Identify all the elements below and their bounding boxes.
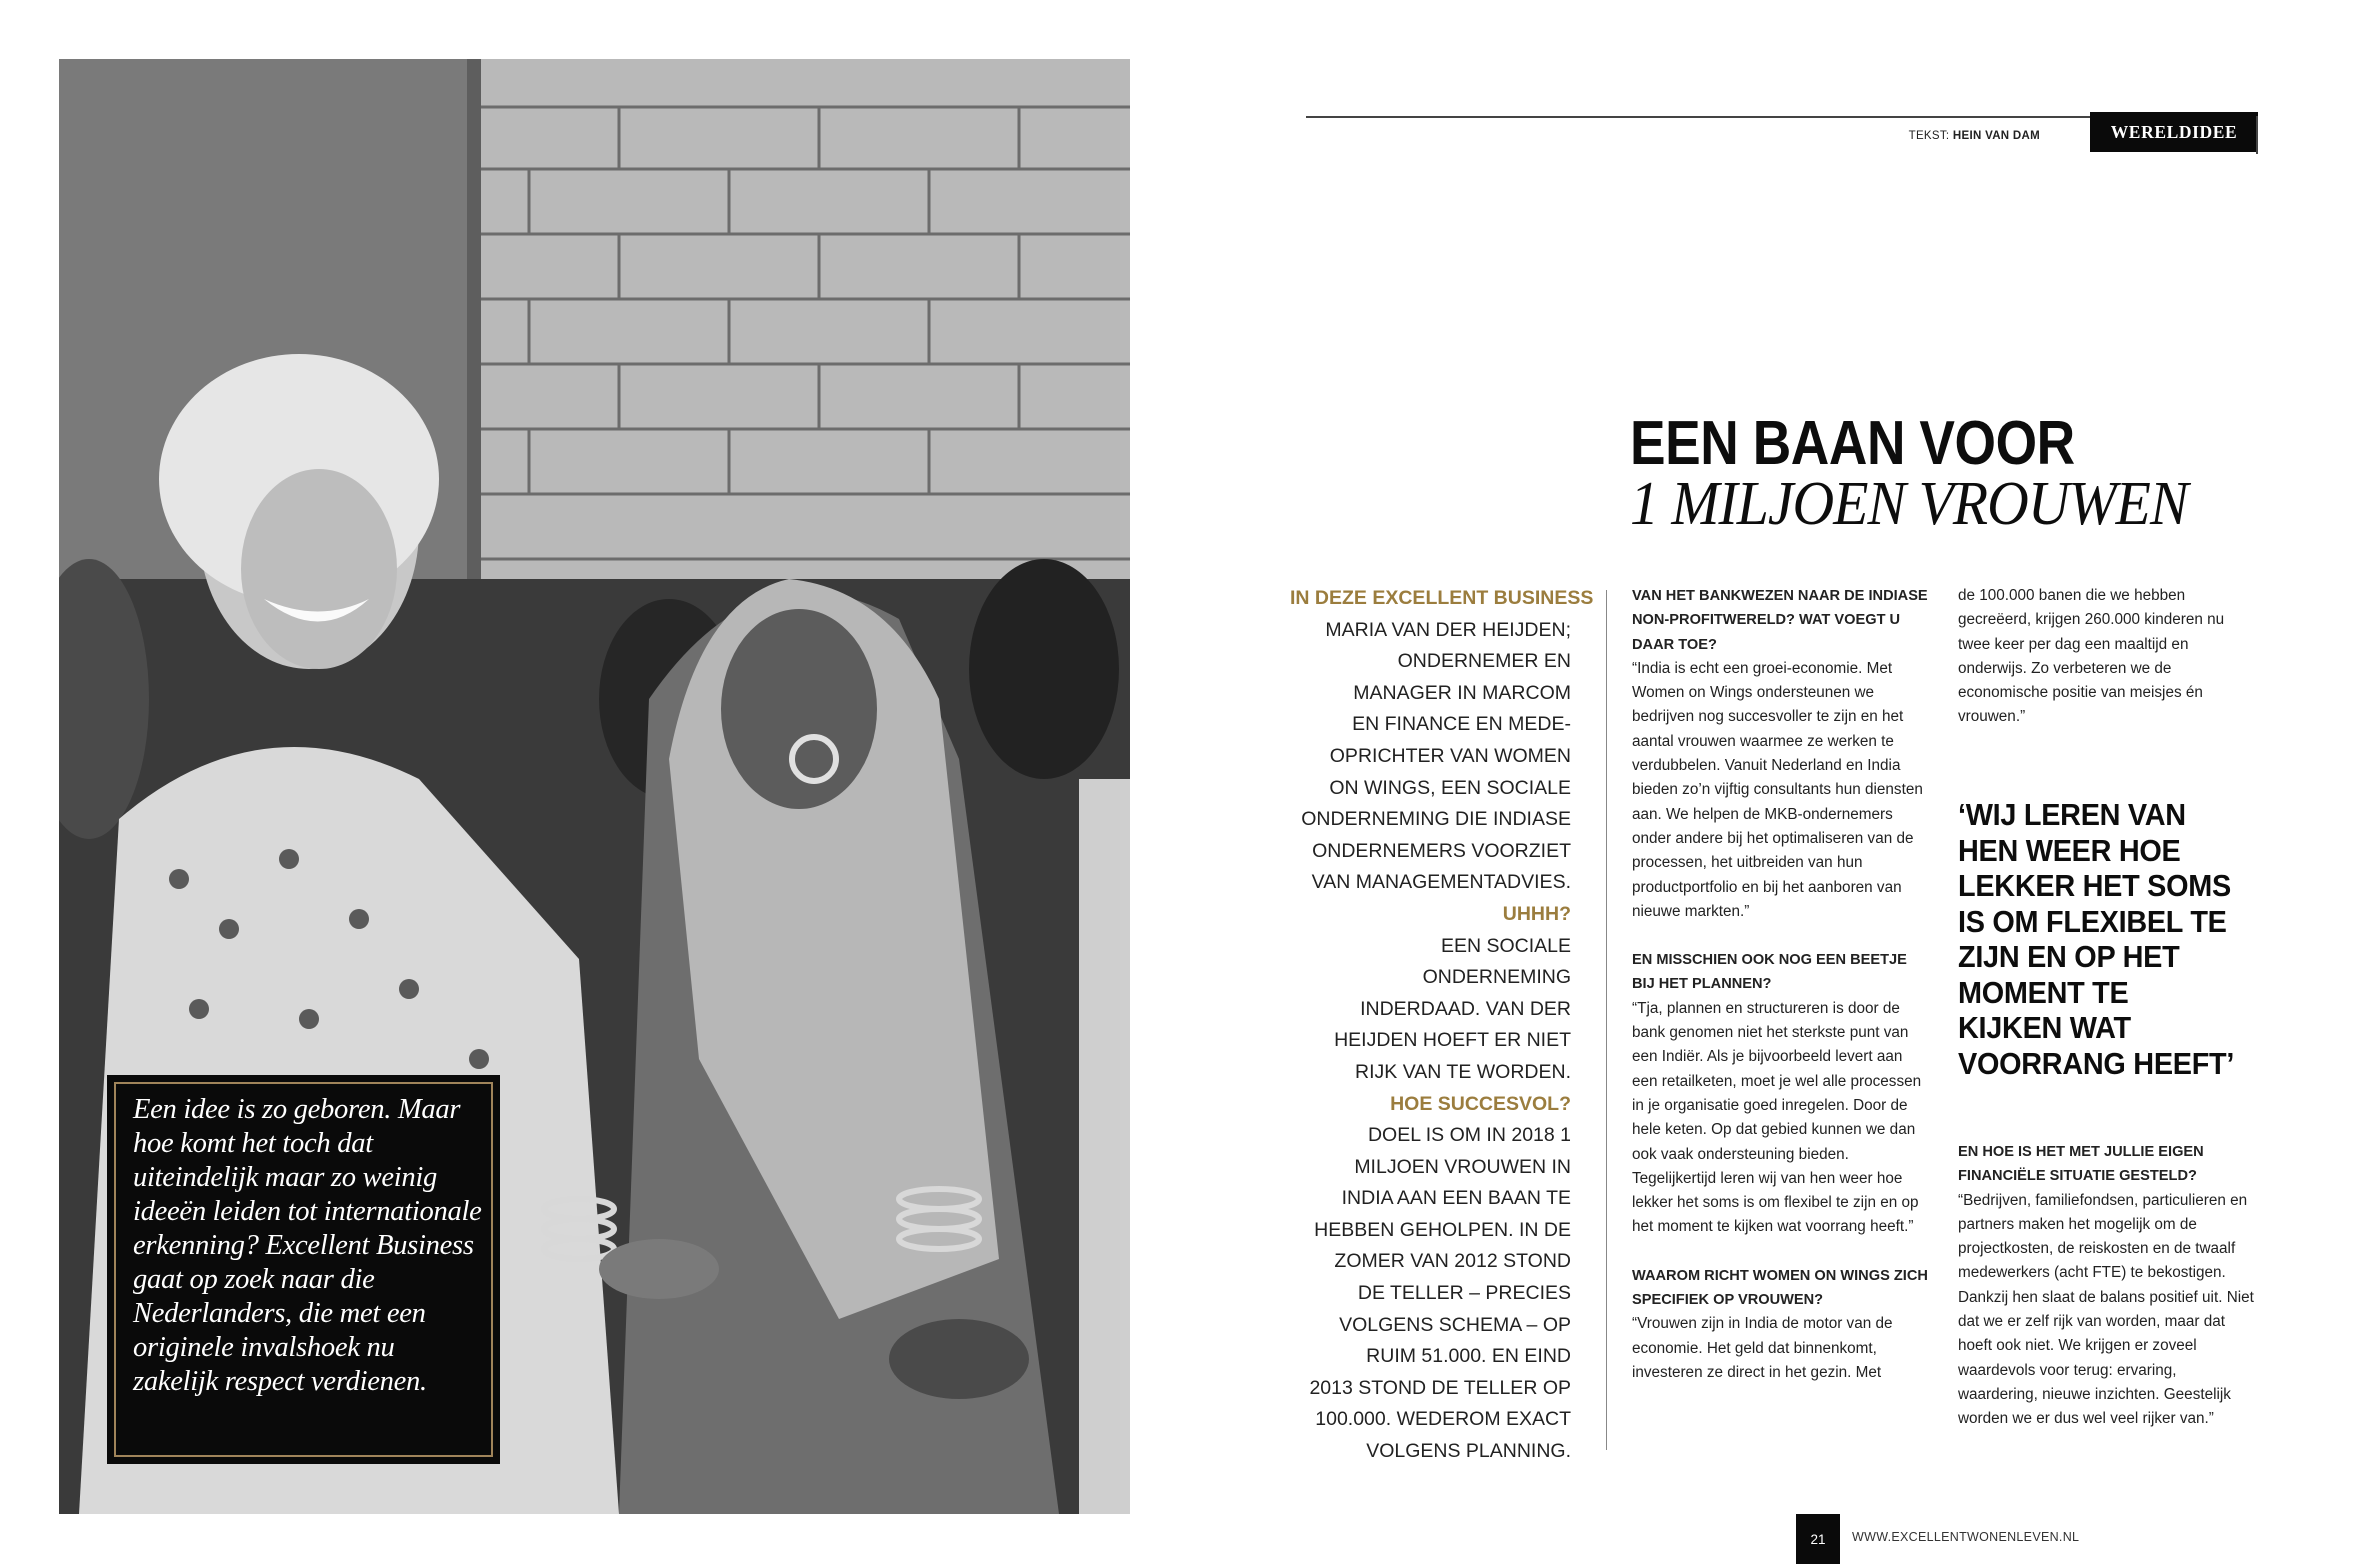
- intro-line: ZOMER VAN 2012 STOND: [1334, 1250, 1571, 1273]
- intro-line: EEN SOCIALE: [1440, 934, 1571, 957]
- page-number: 21: [1796, 1514, 1840, 1564]
- intro-line: ON WINGS, EEN SOCIALE: [1329, 776, 1571, 799]
- article-column-2: [1632, 584, 1932, 1385]
- credit-name: HEIN VAN DAM: [1952, 130, 2040, 142]
- answer-paragraph: “Bedrijven, familiefondsen, particulieren en partners maken het mogelijk om de projectkosten, de reiskosten en de twaalf medewerkers (acht FTE) te bekostigen. Dankzij hen slaat de balans positief uit. Niet dat we er zelf rijk van worden, maar dat hoeft ook niet. We krijgen er zoveel waardevols voor terug: ervaring, waardering, nieuwe inzichten. Geestelijk worden we er dus wel veel rijker van.”: [1958, 1191, 2254, 1428]
- intro-line: VOLGENS SCHEMA – OP: [1339, 1313, 1571, 1336]
- intro-highlight: UHHH?: [1502, 902, 1571, 925]
- headline-line-2: 1 MILJOEN VROUWEN: [1630, 470, 2188, 538]
- question-heading: EN MISSCHIEN OOK NOG EEN BEETJE BIJ HET PLANNEN?: [1632, 952, 1907, 993]
- footer-url: WWW.EXCELLENTWONENLEVEN.NL: [1852, 1530, 2080, 1544]
- intro-line: MARIA VAN DER HEIJDEN;: [1325, 618, 1571, 641]
- caption-box: [107, 1075, 500, 1464]
- question-heading: EN HOE IS HET MET JULLIE EIGEN FINANCIËLE SITUATIE GESTELD?: [1958, 1144, 2204, 1185]
- intro-column: [1290, 583, 1594, 1468]
- intro-line: ONDERNEMER EN: [1397, 650, 1571, 673]
- intro-line: MANAGER IN MARCOM: [1353, 681, 1571, 704]
- answer-paragraph: “Tja, plannen en structureren is door de bank genomen niet het sterkste punt van een Indiër. Als je bijvoorbeeld levert aan een retailketen, moet je wel alle processen in je organisatie goed inregelen. Door de hele keten. Op dat gebied kunnen we dan ook vaak ondersteuning bieden. Tegelijkertijd leren wij van hen weer hoe lekker het soms is om flexibel te zijn en op het moment te kijken wat voorrang heeft.”: [1632, 999, 1922, 1236]
- intro-highlight: HOE SUCCESVOL?: [1390, 1092, 1571, 1115]
- column-divider: [1606, 590, 1607, 1450]
- pull-quote: ‘WIJ LEREN VAN HEN WEER HOE LEKKER HET SOMS IS OM FLEXIBEL TE ZIJN EN OP HET MOMENT TE KIJKEN WAT VOORRANG HEEFT’: [1958, 797, 2235, 1081]
- intro-line: INDERDAAD. VAN DER: [1360, 997, 1571, 1020]
- credit-label: TEKST:: [1908, 130, 1950, 142]
- intro-line: OPRICHTER VAN WOMEN: [1329, 744, 1571, 767]
- intro-line: ONDERNEMING DIE INDIASE: [1301, 808, 1571, 831]
- intro-line: INDIA AAN EEN BAAN TE: [1341, 1187, 1571, 1210]
- intro-line: DE TELLER – PRECIES: [1357, 1282, 1571, 1305]
- answer-paragraph: de 100.000 banen die we hebben gecreëerd, krijgen 260.000 kinderen nu twee keer per dag een maaltijd en onderwijs. Zo verbeteren we de economische positie van meisjes én vrouwen.”: [1958, 587, 2225, 726]
- intro-highlight: IN DEZE EXCELLENT BUSINESS: [1290, 587, 1594, 609]
- section-tag: WERELDIDEE: [2090, 112, 2258, 152]
- answer-paragraph: “Vrouwen zijn in India de motor van de economie. Het geld dat binnenkomt, investeren ze direct in het gezin. Met: [1632, 1315, 1893, 1381]
- intro-line: RIJK VAN TE WORDEN.: [1355, 1060, 1571, 1083]
- intro-line: 2013 STOND DE TELLER OP: [1309, 1376, 1571, 1399]
- caption-text: Een idee is zo geboren. Maar hoe komt het toch dat uiteindelijk maar zo weinig ideeën leiden tot internationale erkenning? Excellent Business gaat op zoek naar die Nederlanders, die met een originele invalshoek nu zakelijk respect verdienen.: [133, 1094, 482, 1397]
- intro-line: VAN MANAGEMENTADVIES.: [1311, 871, 1571, 894]
- question-heading: VAN HET BANKWEZEN NAAR DE INDIASE NON-PROFITWERELD? WAT VOEGT U DAAR TOE?: [1632, 588, 1928, 653]
- answer-paragraph: “India is echt een groei-economie. Met Women on Wings ondersteunen we bedrijven nog succesvoller te zijn en het aantal vrouwen waarmee ze werken te verdubbelen. Vanuit Nederland en India bieden zo’n vijftig consultants hun diensten aan. We helpen de MKB-ondernemers onder andere bij het optimaliseren van de processen, het uitbreiden van hun productportfolio en bij het aanboren van nieuwe markten.”: [1632, 659, 1923, 920]
- intro-line: 100.000. WEDEROM EXACT: [1315, 1408, 1571, 1431]
- article-column-3: [1958, 584, 2258, 730]
- headline-line-1: EEN BAAN VOOR: [1630, 409, 2075, 478]
- intro-line: DOEL IS OM IN 2018 1: [1367, 1124, 1571, 1147]
- intro-line: HEIJDEN HOEFT ER NIET: [1334, 1029, 1571, 1052]
- intro-line: HEBBEN GEHOLPEN. IN DE: [1314, 1218, 1571, 1241]
- author-credit: [1700, 130, 2040, 142]
- intro-line: RUIM 51.000. EN EIND: [1366, 1345, 1571, 1368]
- intro-line: ONDERNEMING: [1422, 966, 1571, 989]
- intro-line: ONDERNEMERS VOORZIET: [1312, 839, 1571, 862]
- article-column-3-lower: [1958, 1140, 2258, 1432]
- question-heading: WAAROM RICHT WOMEN ON WINGS ZICH SPECIFIEK OP VROUWEN?: [1632, 1267, 1928, 1309]
- intro-line: VOLGENS PLANNING.: [1366, 1440, 1571, 1463]
- intro-line: EN FINANCE EN MEDE-: [1352, 713, 1571, 736]
- intro-line: MILJOEN VROUWEN IN: [1354, 1155, 1571, 1178]
- tag-rule: [2256, 116, 2258, 154]
